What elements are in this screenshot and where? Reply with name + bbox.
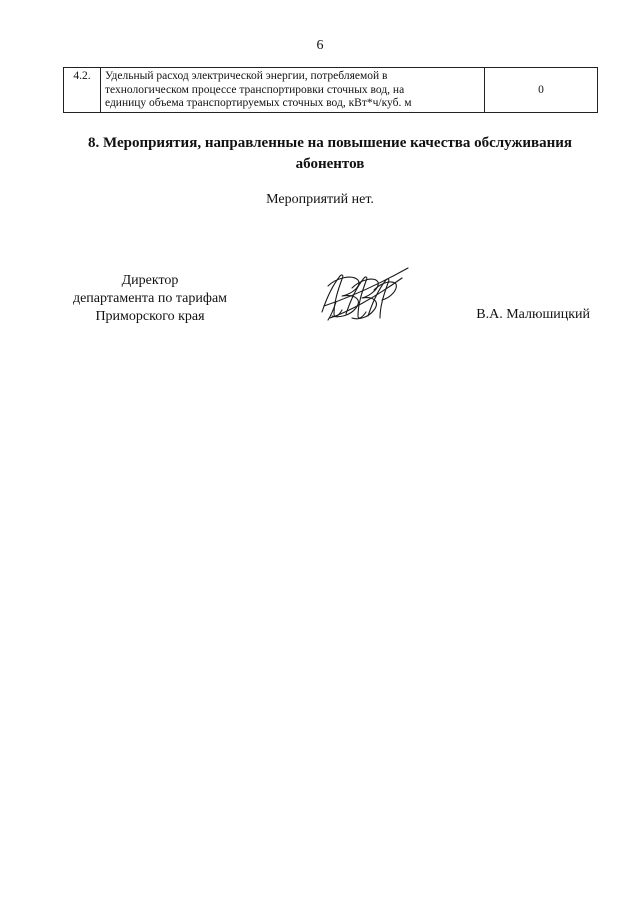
signer-position (55, 272, 245, 326)
signer-position-line: Приморского края (95, 309, 205, 324)
signer-position-line: департамента по тарифам (72, 291, 228, 306)
table-row (64, 68, 598, 113)
row-description-line: единицу объема транспортируемых сточных вод, кВт*ч/куб. м (105, 97, 412, 109)
signer-name: В.А. Малюшицкий (476, 307, 590, 322)
row-description-line: технологическом процессе транспортировки сточных вод, на (105, 83, 405, 96)
section-title-line: абонентов (295, 156, 365, 172)
row-number: 4.2. (64, 68, 101, 113)
section-title-line: 8. Мероприятия, направленные на повышение качества обслуживания (87, 135, 572, 151)
handwritten-signature-icon (312, 262, 412, 324)
row-value: 0 (485, 68, 598, 113)
row-description-line: Удельный расход электрической энергии, потребляемой в (105, 70, 388, 82)
signer-position-line: Директор (121, 273, 179, 288)
section-title (40, 133, 620, 175)
indicators-table (63, 67, 598, 113)
page-number: 6 (316, 38, 324, 53)
row-description (101, 68, 485, 113)
section-body: Мероприятий нет. (266, 192, 374, 207)
